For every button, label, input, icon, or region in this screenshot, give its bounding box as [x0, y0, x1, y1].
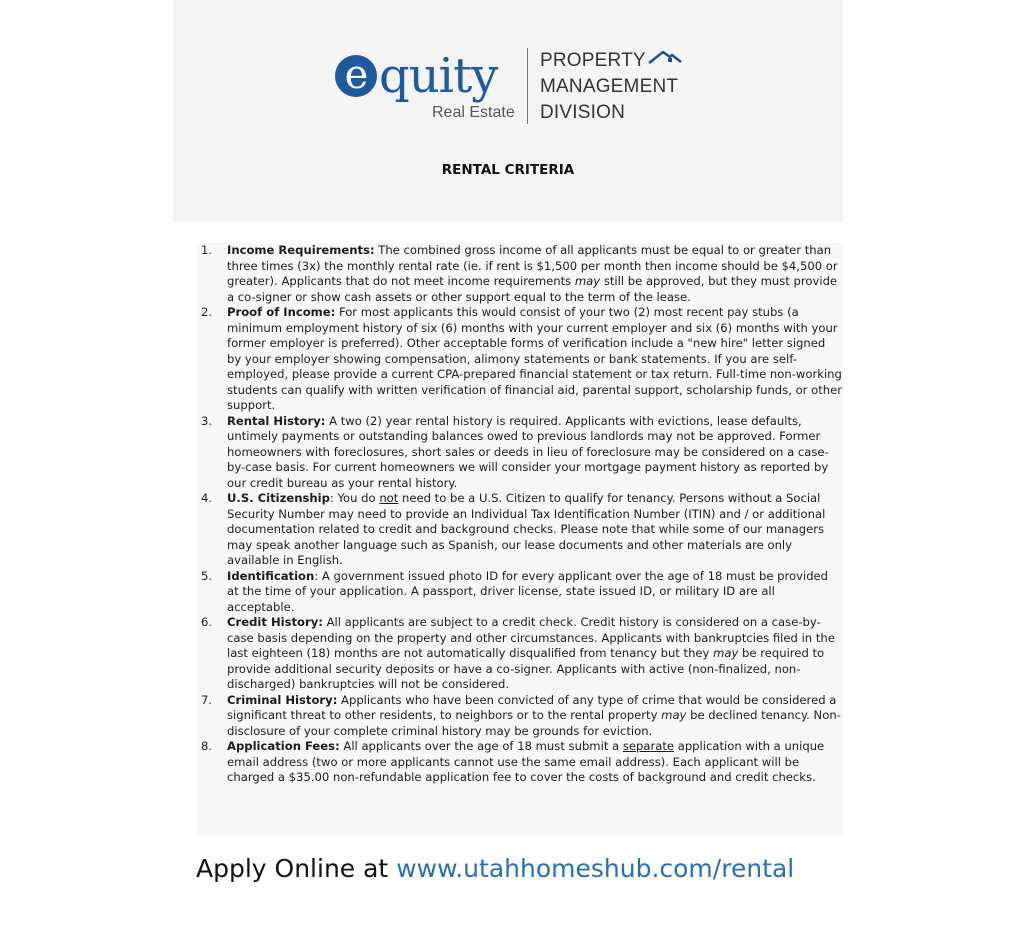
criteria-heading: Income Requirements:: [227, 243, 375, 257]
criteria-text: For most applicants this would consist of your two (2) most recent pay stubs (a minimum employment history of six (6) months with your current employer and six (6) months with your former employer is preferred). Other acceptable forms of verification include a "new hire" letter signed by your employer showing compensation, alimony statements or bank statements. If you are self-employed, please provide a current CPA-prepared financial statement or tax return. Full-time non-working students can qualify with written verification of financial aid, parental support, scholarship funds, or other support.: [227, 305, 843, 412]
criteria-number: 7.: [201, 692, 213, 707]
emphasis-text: may: [661, 708, 687, 722]
criteria-text: be declined tenancy. Non-disclosure of your complete criminal history may be grounds for eviction.: [227, 708, 841, 738]
division-name: [540, 46, 682, 126]
criteria-heading: Credit History:: [227, 615, 323, 629]
criteria-text: need to be a U.S. Citizen to qualify for tenancy. Persons without a Social Security Number may need to provide an Individual Tax Identification Number (ITIN) and / or additional documentation related to credit and background checks. Please note that while some of our managers may speak another language such as Spanish, our lease documents and other materials are only available in English.: [227, 491, 826, 567]
criteria-heading: Rental History:: [227, 413, 326, 428]
criteria-text: : A government issued photo ID for every applicant over the age of 18 must be provided at the time of your application. A passport, driver license, state issued ID, or military ID are all acceptable.: [227, 568, 829, 614]
criteria-heading: Identification: [227, 568, 315, 583]
company-logo: [335, 46, 715, 136]
criteria-text: A two (2) year rental history is required. Applicants with evictions, lease defaults, untimely payments or outstanding balances owed to previous landlords may not be approved. Former homeowners with foreclosures, short sales or deeds in lieu of foreclosure may be considered on a case- by-case basis. For current homeowners we will consider your mortgage payment history as reported by our credit bureau as your rental history.: [227, 413, 829, 490]
logo-brand-text: quity: [379, 48, 498, 104]
criteria-item: [197, 569, 843, 616]
logo-divider: [527, 48, 528, 124]
criteria-number: 6.: [201, 615, 213, 629]
criteria-item: [197, 243, 843, 305]
emphasis-text: may: [574, 274, 601, 288]
criteria-text: Applicants who have been convicted of any type of crime that would be considered a significant threat to other residents, to neighbors or to the rental property: [227, 692, 837, 722]
criteria-item: [197, 615, 843, 693]
apply-url-link[interactable]: www.utahhomeshub.com/rental: [396, 854, 795, 883]
criteria-number: 1.: [201, 243, 213, 257]
criteria-text: be required to provide additional security deposits or have a co-signer. Applicants with active (non-finalized, non-discharged) bankruptcies will not be considered.: [227, 646, 825, 691]
criteria-text: : You do: [329, 491, 380, 505]
criteria-section: [197, 243, 843, 835]
apply-online-line: [196, 854, 794, 883]
criteria-item: [197, 739, 843, 786]
criteria-text: still be approved, but they must provide a co-signer or show cash assets or other support equal to the term of the lease.: [227, 274, 838, 304]
criteria-number: 4.: [201, 491, 213, 505]
criteria-text: All applicants are subject to a credit check. Credit history is considered on a case-by- case basis depending on the property and other circumstances. Applicants with bankruptcies filed in the last eighteen (18) months are not automatically disqualified from tenancy but they: [227, 615, 835, 660]
logo-subtitle: Real Estate: [432, 104, 515, 121]
house-roof-icon: [648, 46, 682, 72]
criteria-item: [197, 491, 843, 569]
criteria-list: [197, 243, 843, 786]
document-title: RENTAL CRITERIA: [441, 162, 575, 178]
criteria-item: [197, 305, 843, 414]
logo-wordmark: [335, 46, 497, 106]
criteria-text: All applicants over the age of 18 must submit a: [339, 739, 623, 753]
criteria-item: [197, 414, 843, 492]
apply-text: Apply Online at: [196, 854, 397, 883]
division-line-1: PROPERTY: [540, 50, 646, 71]
criteria-item: [197, 693, 843, 740]
emphasis-text: may: [713, 646, 739, 660]
division-line-2: MANAGEMENT: [540, 76, 679, 97]
criteria-heading: Proof of Income:: [227, 305, 336, 319]
criteria-heading: U.S. Citizenship: [227, 491, 330, 505]
criteria-number: 2.: [201, 305, 213, 319]
criteria-text: application with a unique email address (two or more applicants cannot use the same email address). Each applicant will be charged a $35.00 non-refundable application fee to cover the costs of background and credit checks.: [227, 739, 825, 784]
logo-e-circle: e: [335, 55, 377, 97]
criteria-heading: Application Fees:: [227, 739, 340, 753]
division-line-3: DIVISION: [540, 102, 626, 123]
criteria-number: 5.: [201, 568, 213, 583]
criteria-text: The combined gross income of all applicants must be equal to or greater than three times (3x) the monthly rental rate (ie. if rent is $1,500 per month then income should be $4,500 or greater). Applicants that do not meet income requirements: [227, 243, 838, 288]
criteria-number: 8.: [201, 739, 213, 753]
criteria-number: 3.: [201, 413, 213, 428]
emphasis-text: separate: [622, 739, 675, 753]
emphasis-text: not: [379, 491, 399, 505]
criteria-heading: Criminal History:: [227, 692, 338, 707]
